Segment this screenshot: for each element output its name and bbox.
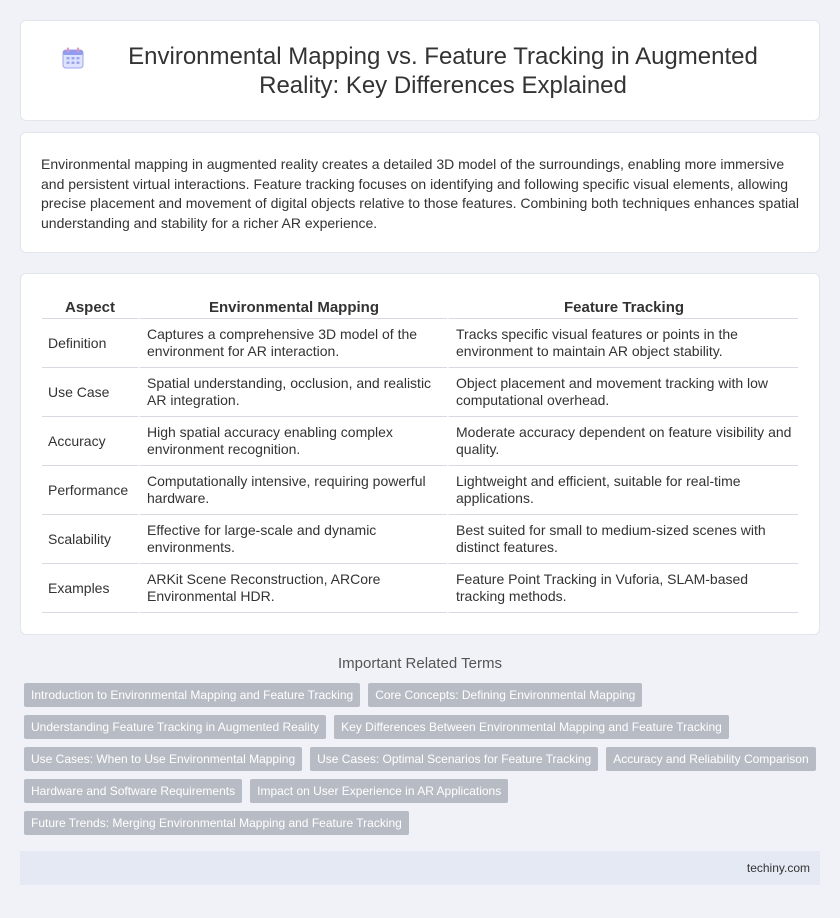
env-cell: Computationally intensive, requiring powerful hardware. [138, 466, 447, 515]
env-cell: High spatial accuracy enabling complex environment recognition. [138, 417, 447, 466]
feat-cell: Moderate accuracy dependent on feature visibility and quality. [447, 417, 798, 466]
table-row [42, 466, 798, 515]
intro-text: Environmental mapping in augmented reality creates a detailed 3D model of the surroundings, enabling more immersive and persistent virtual interactions. Feature tracking focuses on identifying and following specific visual elements, allowing precise placement and movement of digital objects relative to those features. Combining both techniques enhances spatial understanding and stability for a richer AR experience. [41, 156, 800, 231]
related-term-tag[interactable]: Accuracy and Reliability Comparison [606, 747, 815, 771]
related-terms-list [0, 675, 840, 835]
intro-card [20, 132, 820, 253]
comparison-card [20, 273, 820, 635]
aspect-cell: Performance [42, 466, 138, 515]
aspect-cell: Scalability [42, 515, 138, 564]
header-aspect: Aspect [42, 292, 138, 319]
related-term-tag[interactable]: Hardware and Software Requirements [24, 779, 242, 803]
page-title: Environmental Mapping vs. Feature Tracking in Augmented Reality: Key Differences Explained [128, 42, 758, 99]
env-cell: Effective for large-scale and dynamic environments. [138, 515, 447, 564]
footer-site[interactable]: techiny.com [746, 861, 810, 875]
title-wrap [61, 42, 779, 100]
feat-cell: Object placement and movement tracking with low computational overhead. [447, 368, 798, 417]
table-header-row [42, 292, 798, 319]
related-term-tag[interactable]: Impact on User Experience in AR Applications [250, 779, 508, 803]
feat-cell: Lightweight and efficient, suitable for real-time applications. [447, 466, 798, 515]
related-term-tag[interactable]: Key Differences Between Environmental Mapping and Feature Tracking [334, 715, 729, 739]
calendar-icon [61, 46, 85, 70]
title-card [20, 20, 820, 121]
env-cell: Captures a comprehensive 3D model of the environment for AR interaction. [138, 319, 447, 368]
table-row [42, 515, 798, 564]
table-row [42, 564, 798, 613]
related-term-tag[interactable]: Understanding Feature Tracking in Augmented Reality [24, 715, 326, 739]
related-term-tag[interactable]: Use Cases: Optimal Scenarios for Feature Tracking [310, 747, 598, 771]
feat-cell: Feature Point Tracking in Vuforia, SLAM-based tracking methods. [447, 564, 798, 613]
related-terms-title: Important Related Terms [338, 655, 502, 672]
footer [20, 851, 820, 885]
aspect-cell: Definition [42, 319, 138, 368]
comparison-table [42, 292, 798, 613]
related-term-tag[interactable]: Future Trends: Merging Environmental Mapping and Feature Tracking [24, 811, 409, 835]
related-term-tag[interactable]: Use Cases: When to Use Environmental Mapping [24, 747, 302, 771]
table-row [42, 319, 798, 368]
table-row [42, 417, 798, 466]
aspect-cell: Use Case [42, 368, 138, 417]
feat-cell: Best suited for small to medium-sized scenes with distinct features. [447, 515, 798, 564]
env-cell: ARKit Scene Reconstruction, ARCore Environmental HDR. [138, 564, 447, 613]
aspect-cell: Accuracy [42, 417, 138, 466]
header-feature-tracking: Feature Tracking [447, 292, 798, 319]
env-cell: Spatial understanding, occlusion, and realistic AR integration. [138, 368, 447, 417]
aspect-cell: Examples [42, 564, 138, 613]
related-term-tag[interactable]: Introduction to Environmental Mapping and Feature Tracking [24, 683, 360, 707]
related-term-tag[interactable]: Core Concepts: Defining Environmental Mapping [368, 683, 642, 707]
header-environmental-mapping: Environmental Mapping [138, 292, 447, 319]
feat-cell: Tracks specific visual features or points in the environment to maintain AR object stability. [447, 319, 798, 368]
table-row [42, 368, 798, 417]
